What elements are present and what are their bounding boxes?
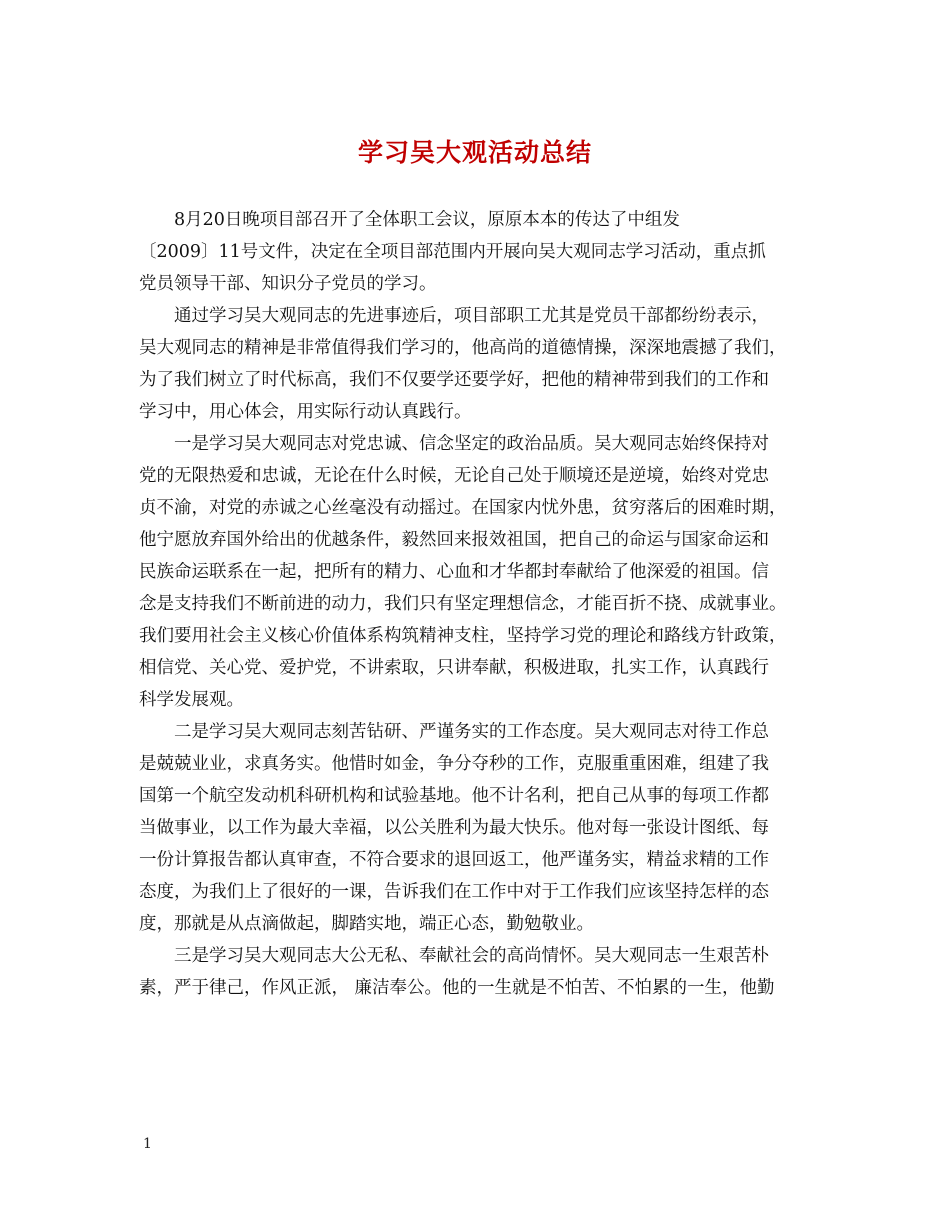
text-line: 相信党、关心党、爱护党，不讲索取，只讲奉献，积极进取，扎实工作，认真践行 bbox=[139, 658, 769, 678]
text-line: 为了我们树立了时代标高，我们不仅要学还要学好，把他的精神带到我们的工作和 bbox=[139, 370, 769, 390]
text-line: 学习中，用心体会，用实际行动认真践行。 bbox=[139, 402, 472, 422]
text-line: 当做事业，以工作为最大幸福，以公关胜利为最大快乐。他对每一张设计图纸、每 bbox=[139, 818, 769, 838]
text-line: 8月20日晚项目部召开了全体职工会议，原原本本的传达了中组发 bbox=[174, 210, 680, 230]
text-line: 态度，为我们上了很好的一课，告诉我们在工作中对于工作我们应该坚持怎样的态 bbox=[139, 882, 769, 902]
document-title: 学习吴大观活动总结 bbox=[357, 138, 592, 167]
text-line: 吴大观同志的精神是非常值得我们学习的，他高尚的道德情操，深深地震撼了我们， bbox=[139, 338, 787, 358]
text-line: 通过学习吴大观同志的先进事迹后，项目部职工尤其是党员干部都纷纷表示， bbox=[174, 306, 769, 326]
page-number: 1 bbox=[143, 1136, 152, 1152]
text-line: 是兢兢业业，求真务实。他惜时如金，争分夺秒的工作，克服重重困难，组建了我 bbox=[139, 754, 769, 774]
text-line: 一是学习吴大观同志对党忠诚、信念坚定的政治品质。吴大观同志始终保持对 bbox=[174, 434, 769, 454]
text-line: 念是支持我们不断前进的动力，我们只有坚定理想信念，才能百折不挠、成就事业。 bbox=[139, 594, 787, 614]
text-line: 〔2009〕11号文件，决定在全项目部范围内开展向吴大观同志学习活动，重点抓 bbox=[139, 242, 766, 262]
text-line: 三是学习吴大观同志大公无私、奉献社会的高尚情怀。吴大观同志一生艰苦朴 bbox=[174, 946, 769, 966]
text-line: 二是学习吴大观同志刻苦钻研、严谨务实的工作态度。吴大观同志对待工作总 bbox=[174, 722, 769, 742]
document-body bbox=[139, 204, 819, 1004]
text-line: 我们要用社会主义核心价值体系构筑精神支柱，坚持学习党的理论和路线方针政策， bbox=[139, 626, 787, 646]
text-line: 贞不渝，对党的赤诚之心丝毫没有动摇过。在国家内忧外患，贫穷落后的困难时期， bbox=[139, 498, 787, 518]
text-line: 国第一个航空发动机科研机构和试验基地。他不计名利，把自己从事的每项工作都 bbox=[139, 786, 769, 806]
text-line: 素，严于律己，作风正派， 廉洁奉公。他的一生就是不怕苦、不怕累的一生，他勤 bbox=[139, 978, 775, 998]
text-line: 一份计算报告都认真审查，不符合要求的退回返工，他严谨务实，精益求精的工作 bbox=[139, 850, 769, 870]
text-line: 他宁愿放弃国外给出的优越条件，毅然回来报效祖国，把自己的命运与国家命运和 bbox=[139, 530, 769, 550]
text-line: 度，那就是从点滴做起，脚踏实地，端正心态，勤勉敬业。 bbox=[139, 914, 594, 934]
text-line: 党的无限热爱和忠诚，无论在什么时候，无论自己处于顺境还是逆境，始终对党忠 bbox=[139, 466, 769, 486]
text-line: 党员领导干部、知识分子党员的学习。 bbox=[139, 274, 437, 294]
text-line: 科学发展观。 bbox=[139, 690, 244, 710]
text-line: 民族命运联系在一起，把所有的精力、心血和才华都封奉献给了他深爱的祖国。信 bbox=[139, 562, 769, 582]
